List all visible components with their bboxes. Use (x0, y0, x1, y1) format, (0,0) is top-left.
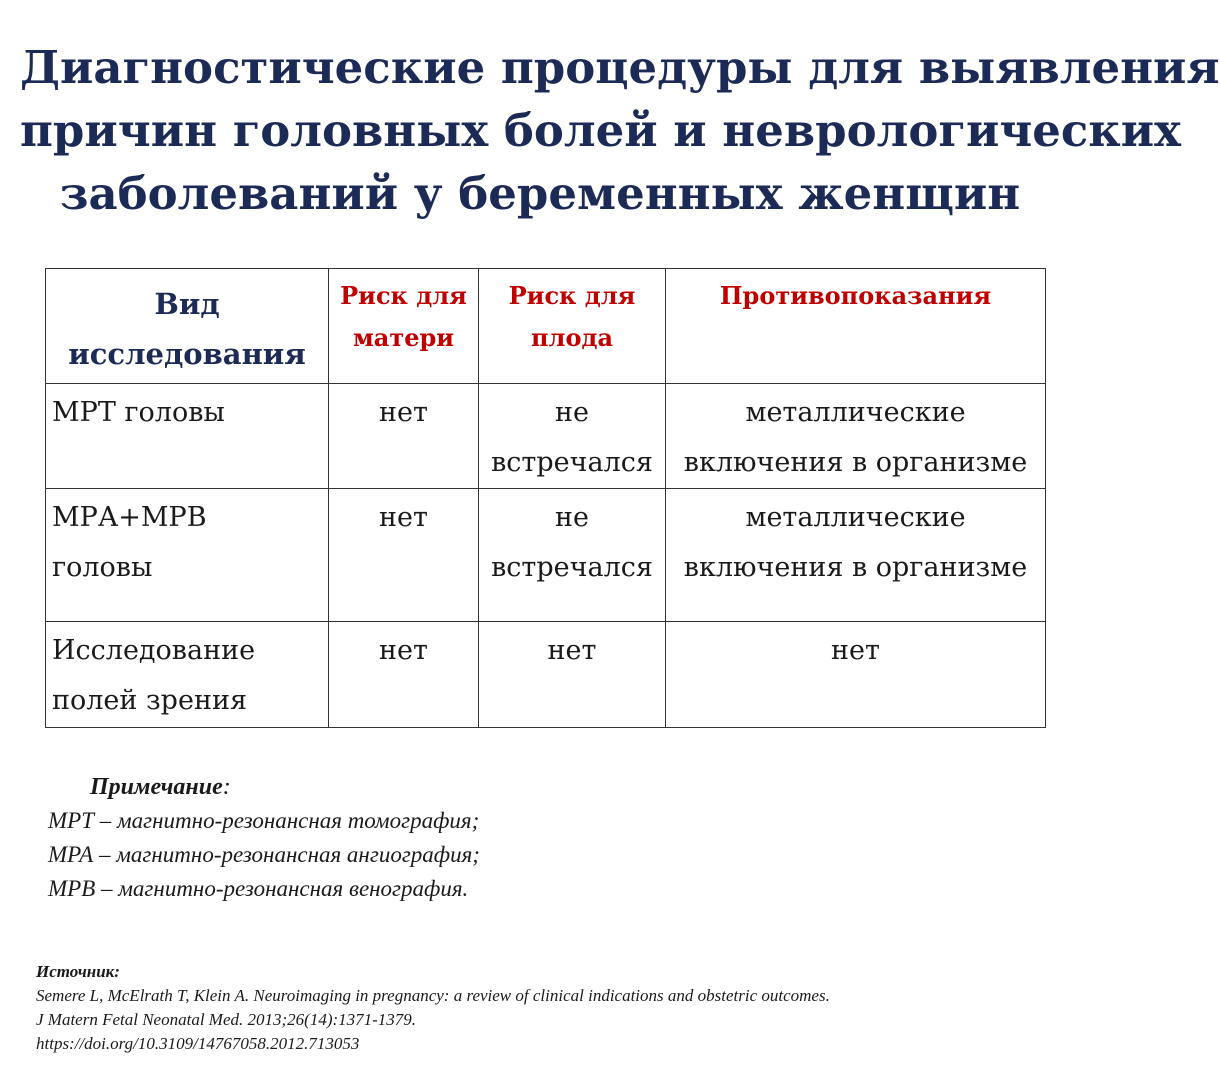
source-doi-link[interactable]: https://doi.org/10.3109/14767058.2012.713053 (36, 1034, 360, 1053)
source-block (36, 960, 830, 1056)
header-line: плода (530, 323, 614, 352)
cell-study-type (46, 384, 329, 489)
cell-line: не (555, 502, 589, 533)
cell-line: включения в организме (683, 447, 1028, 478)
header-line: Противопоказания (719, 281, 992, 310)
cell-mother-risk (329, 489, 479, 622)
cell-mother-risk (329, 622, 479, 728)
header-contraindications (666, 269, 1046, 384)
header-line: Вид (154, 287, 220, 321)
title-line: заболеваний у беременных женщин (59, 167, 1021, 220)
page-title (20, 36, 1220, 225)
procedures-table (45, 268, 1046, 728)
header-mother-risk (329, 269, 479, 384)
cell-contraindications (666, 384, 1046, 489)
header-line: исследования (68, 337, 306, 371)
cell-line: включения в организме (683, 552, 1028, 583)
cell-line: МРТ головы (52, 397, 225, 428)
cell-mother-risk (329, 384, 479, 489)
cell-line: нет (379, 635, 428, 666)
cell-study-type (46, 489, 329, 622)
cell-study-type (46, 622, 329, 728)
note-heading (90, 770, 231, 804)
title-line: Диагностические процедуры для выявления (20, 41, 1220, 94)
cell-line: МРА+МРВ (52, 502, 207, 533)
cell-fetus-risk (479, 384, 666, 489)
note-item: МРТ – магнитно-резонансная томография; (48, 808, 480, 833)
cell-line: встречался (491, 447, 653, 478)
source-label: Источник: (36, 962, 120, 981)
cell-line: встречался (491, 552, 653, 583)
cell-fetus-risk (479, 622, 666, 728)
cell-line: не (555, 397, 589, 428)
source-citation: J Matern Fetal Neonatal Med. 2013;26(14):1371-1379. (36, 1010, 417, 1029)
cell-line: металлические (745, 502, 966, 533)
header-fetus-risk (479, 269, 666, 384)
cell-line: головы (52, 552, 153, 583)
cell-fetus-risk (479, 489, 666, 622)
table-row (46, 384, 1046, 489)
header-study-type (46, 269, 329, 384)
table-row (46, 622, 1046, 728)
note-item: МРА – магнитно-резонансная ангиография; (48, 842, 480, 867)
cell-contraindications (666, 489, 1046, 622)
note-list (48, 804, 480, 906)
note-heading-colon: : (222, 774, 231, 800)
cell-line: полей зрения (52, 685, 247, 716)
cell-line: нет (831, 635, 880, 666)
table-row (46, 489, 1046, 622)
table-header-row (46, 269, 1046, 384)
note-item: МРВ – магнитно-резонансная венография. (48, 876, 469, 901)
cell-line: нет (547, 635, 597, 666)
note-heading-label: Примечание (90, 774, 223, 800)
header-line: матери (352, 323, 455, 352)
cell-line: металлические (745, 397, 966, 428)
header-line: Риск для (508, 281, 636, 310)
cell-line: нет (379, 502, 428, 533)
cell-line: нет (379, 397, 428, 428)
header-line: Риск для (340, 281, 467, 310)
cell-line: Исследование (52, 635, 256, 666)
source-citation: Semere L, McElrath T, Klein A. Neuroimaging in pregnancy: a review of clinical indications and obstetric outcomes. (36, 986, 830, 1005)
cell-contraindications (666, 622, 1046, 728)
title-line: причин головных болей и неврологических (20, 104, 1181, 157)
